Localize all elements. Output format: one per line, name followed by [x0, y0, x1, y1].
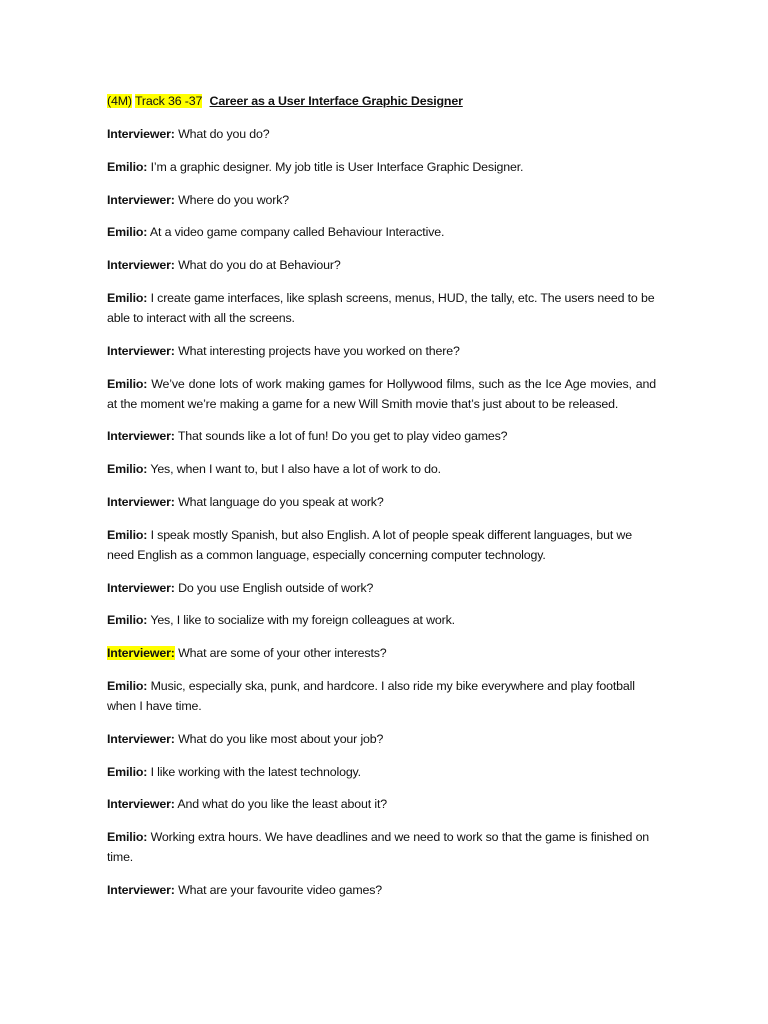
dialogue-paragraph [107, 426, 656, 446]
dialogue-paragraph [107, 124, 656, 144]
dialogue-text: Working extra hours. We have deadlines and we need to work so that the game is finished on time. [107, 830, 650, 865]
speaker-label: Emilio: [107, 290, 148, 305]
dialogue-text: What do you do? [178, 127, 270, 141]
dialogue-paragraph [107, 762, 656, 782]
dialogue-text: At a video game company called Behaviour Interactive. [149, 225, 445, 240]
dialogue-paragraph [107, 794, 656, 814]
dialogue-paragraph [107, 255, 656, 275]
track-number: Track 36 -37 [134, 94, 203, 108]
dialogue-text: What are some of your other interests? [178, 646, 387, 661]
dialogue-paragraph [107, 729, 656, 749]
speaker-label: Interviewer: [107, 192, 175, 207]
speaker-label: Emilio: [107, 225, 148, 240]
dialogue-text: What do you do at Behaviour? [178, 258, 341, 273]
dialogue-text: I speak mostly Spanish, but also English. A lot of people speak different languages, but we need English as a common language, especially concerning computer technology. [107, 527, 632, 562]
dialogue-text: That sounds like a lot of fun! Do you get to play video games? [177, 429, 508, 444]
dialogue-text: What interesting projects have you worked on there? [178, 343, 460, 358]
speaker-label: Interviewer: [107, 127, 175, 141]
speaker-label: Interviewer: [107, 580, 175, 595]
dialogue-text: And what do you like the least about it? [177, 797, 387, 812]
dialogue-text: What are your favourite video games? [178, 882, 383, 897]
speaker-label: Interviewer: [107, 258, 175, 273]
speaker-label: Interviewer: [107, 429, 175, 444]
dialogue-text: Music, especially ska, punk, and hardcore. I also ride my bike everywhere and play football when I have time. [107, 678, 635, 713]
speaker-label: Interviewer: [107, 646, 175, 661]
speaker-label: Emilio: [107, 830, 148, 845]
dialogue-paragraph [107, 610, 656, 630]
dialogue-paragraph [107, 578, 656, 598]
dialogue-text: What do you like most about your job? [178, 731, 384, 746]
dialogue-paragraph [107, 341, 656, 361]
dialogue-text: Yes, I like to socialize with my foreign colleagues at work. [150, 613, 455, 628]
dialogue-text: I create game interfaces, like splash screens, menus, HUD, the tally, etc. The users need to be able to interact with all the screens. [107, 290, 655, 325]
dialogue-text: Yes, when I want to, but I also have a lot of work to do. [150, 462, 441, 477]
dialogue-paragraph [107, 643, 656, 663]
speaker-label: Interviewer: [107, 882, 175, 897]
dialogue-paragraph [107, 676, 656, 716]
dialogue-paragraph [107, 222, 656, 242]
speaker-label: Emilio: [107, 462, 148, 477]
dialogue-paragraph [107, 827, 656, 867]
speaker-label: Emilio: [107, 678, 148, 693]
dialogue-text: I like working with the latest technology. [150, 764, 361, 779]
dialogue-text: What language do you speak at work? [178, 494, 384, 509]
interview-transcript [107, 124, 656, 900]
dialogue-paragraph [107, 880, 656, 900]
speaker-label: Emilio: [107, 613, 148, 628]
dialogue-paragraph [107, 374, 656, 414]
speaker-label: Emilio: [107, 527, 148, 542]
document-heading [107, 91, 656, 111]
dialogue-text: I’m a graphic designer. My job title is User Interface Graphic Designer. [150, 159, 524, 174]
dialogue-paragraph [107, 459, 656, 479]
speaker-label: Interviewer: [107, 797, 175, 812]
dialogue-paragraph [107, 492, 656, 512]
dialogue-paragraph [107, 157, 656, 177]
dialogue-paragraph [107, 525, 656, 565]
speaker-label: Emilio: [107, 764, 148, 779]
dialogue-text: Where do you work? [178, 192, 289, 207]
dialogue-paragraph [107, 190, 656, 210]
speaker-label: Interviewer: [107, 731, 175, 746]
speaker-label: Interviewer: [107, 343, 175, 358]
document-page [107, 91, 656, 913]
speaker-label: Interviewer: [107, 494, 175, 509]
speaker-label: Emilio: [107, 159, 148, 174]
speaker-label: Emilio: [107, 376, 148, 391]
dialogue-paragraph [107, 288, 656, 328]
dialogue-text: Do you use English outside of work? [178, 580, 374, 595]
document-title: Career as a User Interface Graphic Designer [209, 94, 463, 108]
dialogue-text: We’ve done lots of work making games for Hollywood films, such as the Ice Age movies, and at the moment we’re making a game for a new Will Smith movie that’s just about to be released. [107, 376, 656, 411]
level-tag: (4M) [107, 94, 132, 108]
